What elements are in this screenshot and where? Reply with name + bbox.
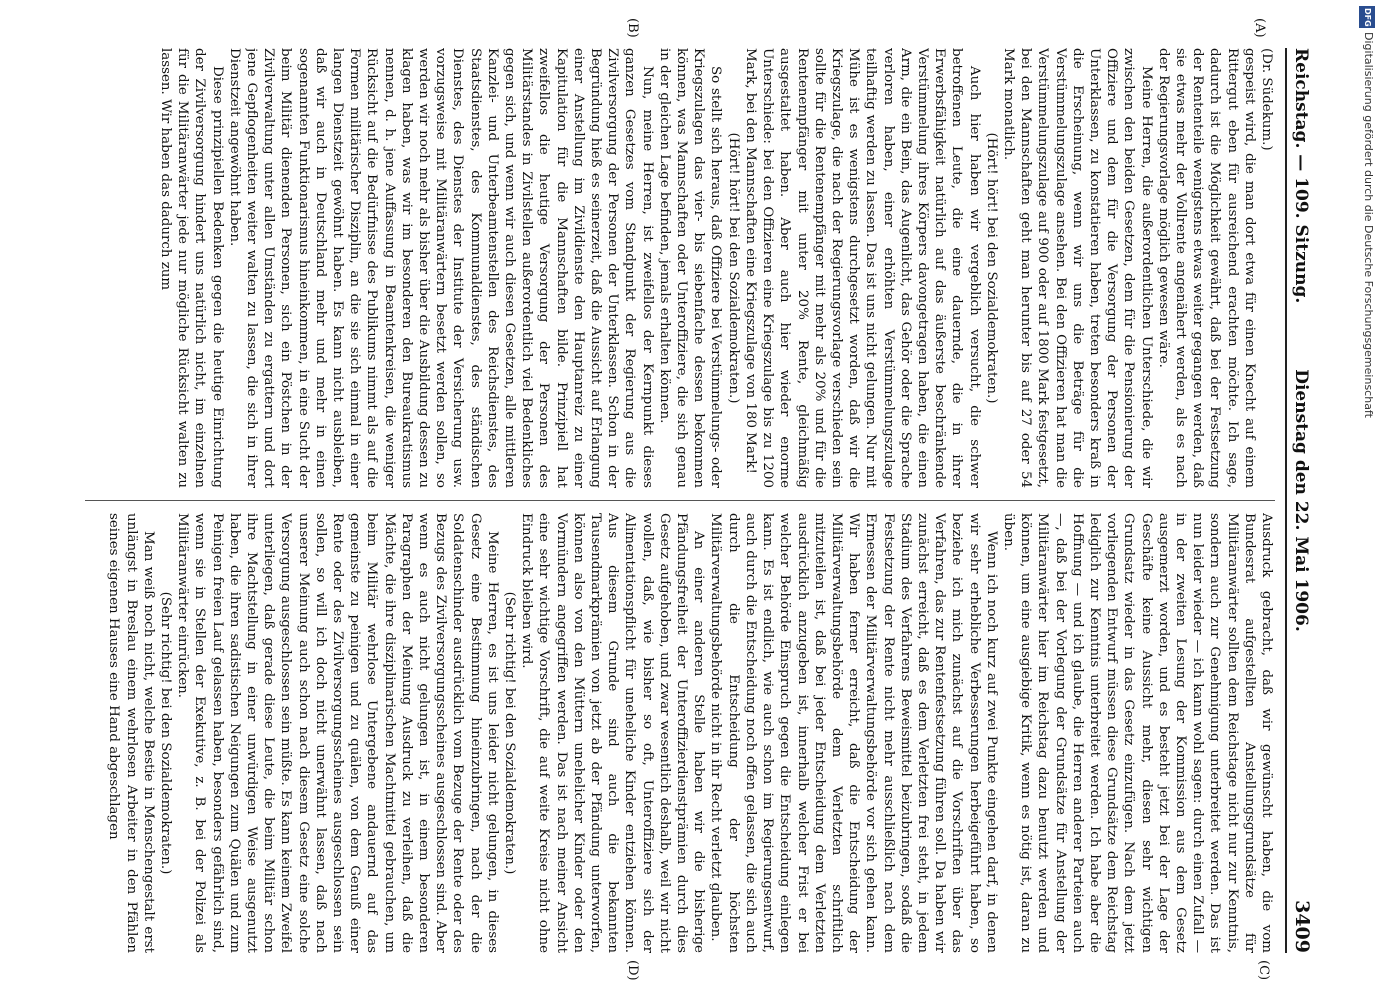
left-paragraph: Auch hier haben wir vergeblich versucht, die schwer betroffenen Leute, die eine dauernde, die in ihrer Erwerbsfähigkeit natürlich auf das äußerste beschränkende Verstümmelung ihres Körpers davongetragen haben, die einen Arm, die ein Bein, das Augenlicht, das Gehör oder die Sprache verloren haben, einer erhöhten Verstümmelungszulage teilhaftig werden zu lassen. Das ist uns nicht gelungen. Nur mit Mühe ist es wenigstens durchgesetzt worden, daß wir die Kriegszulage, die nach der Regierungsvorlage verschieden sein sollte für die Rentenempfänger mit mehr als 20% und für die Rentenempfänger mit unter 20% Rente, gleichmäßig ausgestaltet haben. Aber auch hier wieder enorme Unterschiede: bei den Offizieren eine Kriegszulage bis zu 1200 Mark, bei den Mannschaften eine Kriegszulage von 180 Mark!	[742, 48, 982, 488]
left-paragraph: gespeist wird, die man dort etwa für einen Knecht auf einem Rittergut eben für ausreichend erachten möchte. Ich sage, dadurch ist die Möglichkeit gewährt, daß bei der Festsetzung der Rententeile wenigstens etwas weiter gegangen werden, daß sie etwas mehr der Vollrente angenähert werden, als es nach der Regierungsvorlage möglich gewesen wäre.	[1155, 48, 1257, 488]
column-divider	[85, 500, 1275, 501]
right-paragraph: Man weiß noch nicht, welche Bestie in Menschengestalt erst unlängst in Breslau einem wehrlosen Arbeiter in den Pfählen seines eigenen Hauses eine Hand abgeschlagen	[106, 513, 156, 953]
right-column	[75, 513, 1275, 953]
page-header	[1285, 48, 1317, 953]
right-paragraph: Wenn ich noch kurz auf zwei Punkte eingehen darf, in denen wir sehr erhebliche Verbesserungen herbeigeführt haben, so beziehe ich mich zunächst auf die Vorschriften über das Verfahren, das zur Rentenfestsetzung führen soll. Da haben wir zunächst erreicht, daß es dem Verletzten frei steht, in jedem Stadium des Verfahrens Beweismittel beizubringen, sodaß die Festsetzung der Rente nicht mehr ausschließlich nach dem Ermessen der Militärverwaltungsbehörde vor sich gehen kann. Wir haben ferner erreicht, daß die Entscheidung der Militärverwaltungsbehörde dem Verletzten schriftlich mitzuteilen ist, daß bei jeder Entscheidung dem Verletzten ausdrücklich anzugeben ist, innerhalb welcher Frist er bei welcher Behörde Einspruch gegen die Entscheidung einlegen kann. Es ist endlich, wie auch schon im Regierungsentwurf, auch durch die Entscheidung noch offen gelassen, die sich auch durch die Entscheidung der höchsten Militärverwaltungsbehörde nicht in ihr Recht verletzt glauben.	[708, 513, 999, 953]
header-center: Dienstag den 22. Mai 1906.	[1291, 369, 1311, 632]
margin-letter-a: (A)	[1252, 18, 1267, 38]
left-paragraph: Diese prinzipiellen Bedenken gegen die heutige Einrichtung der Zivilversorgung hindert uns natürlich nicht, im einzelnen für die Militäranwärter jede nur mögliche Rücksicht walten zu lassen. Wir haben das dadurch zum	[158, 48, 225, 488]
page-number: 3409	[1291, 900, 1313, 953]
right-paragraph: An einer anderen Stelle haben wir die bisherige Pfändungsfreiheit der Unteroffizierdienstprämien durch dies Gesetz aufgehoben, und zwar wesentlich deshalb, weil wir nicht wollen, daß, wie bisher so oft, Unteroffiziere sich der Alimentationspflicht für uneheliche Kinder entziehen können. Aus diesem Grunde sind auch die bekannten Tausendmarkprämien von jetzt ab der Pfändung unterworfen, können also von den Müttern unehelicher Kinder oder den Vormündern angegriffen werden. Das ist nach meiner Ansicht eine sehr wichtige Vorschrift, die auf weite Kreise nicht ohne Eindruck bleiben wird.	[519, 513, 707, 953]
interjection: (Hört! hört! bei den Sozialdemokraten.)	[725, 132, 741, 404]
right-paragraph: Ausdruck gebracht, daß wir gewünscht haben, die vom Bundesrat aufgestellten Anstellungsgrundsätze für Militäranwärter sollten dem Reichstage nicht nur zur Kenntnis, sondern auch zur Genehmigung unterbreitet werden. Das ist nun leider wieder — ich kann wohl sagen: durch einen Zufall — in der zweiten Lesung der Kommission aus dem Gesetz ausgemerzt worden, und es besteht jetzt bei der Lage der Geschäfte keine Aussicht mehr, diesen sehr wichtigen Grundsatz wieder in das Gesetz einzufügen. Nach dem jetzt vorliegenden Entwurf müssen diese Grundsätze dem Reichstag lediglich zur Kenntnis unterbreitet werden. Ich habe aber die Hoffnung — und ich glaube, die Herren anderer Parteien auch —, daß bei der Vorlegung der Grundsätze für Anstellung der Militäranwärter hier im Reichstag dazu benutzt werden und können, um eine ausgiebige Kritik, wenn es nötig ist, daran zu üben.	[1000, 513, 1274, 953]
dfg-logo: DFG	[1359, 6, 1375, 28]
margin-letter-d: (D)	[625, 960, 640, 981]
interjection: (Hört! hört! bei den Sozialdemokraten.)	[983, 132, 999, 404]
rotated-page-content	[35, 0, 1335, 1000]
left-paragraph: Nun, meine Herren, ist zweifellos der Kernpunkt dieses ganzen Gesetzes vom Standpunkt der Regierung aus die Zivilversorgung der Personen der Unterklassen. Schon in der Begründung hieß es seinerzeit, daß die Aussicht auf Erlangung einer Anstellung im Zivildienste den Hauptanreiz zu einer Kapitulation für die Mannschaften bilde. Prinzipiell hat zweifellos die heutige Versorgung der Personen des Militärstandes in Zivilstellen außerordentlich viel Bedenkliches gegen sich, und wenn wir auch diesen Gesetzen, alle mittleren Kanzlei- und Unterbeamtenstellen des Reichsdienstes, des Staatsdienstes, des Kommunaldienstes, des ständischen Dienstes, des Dienstes der Institute der Versicherung usw. vorzugsweise mit Militäranwärtern besetzt werden sollen, so werden wir noch mehr als bisher über die Ausbildung dessen zu klagen haben, was wir im besonderen den Bureaukratismus nennen, d. h. jene Auffassung in Beamtenkreisen, die weniger Rücksicht auf die Bedürfnisse des Publikums nimmt als auf die Formen militärischer Disziplin, an die sie sich einmal in einer langen Dienstzeit gewöhnt haben. Es kann nicht ausbleiben, daß wir auch in Deutschland mehr und mehr in einen sogenannten Funktionarismus hineinkommen, in eine Sucht der beim Militär dienenden Personen, sich ein Pöstchen in der Zivilverwaltung unter allen Umständen zu ergattern und dort jene Gepflogenheiten weiter walten zu lassen, die sich in ihrer Dienstzeit angewöhnt haben.	[226, 48, 655, 488]
header-left: Reichstag. — 109. Sitzung.	[1291, 48, 1311, 304]
margin-letter-c: (C)	[1256, 960, 1271, 981]
interjection: (Sehr richtig! bei den Sozialdemokraten.)	[158, 591, 173, 875]
credit-text: Digitalisierung gefördert durch die Deutsche Forschungsgemeinschaft	[1362, 32, 1375, 418]
header-rule	[1285, 48, 1287, 953]
left-paragraph: Meine Herren, die außerordentlichen Unterschiede, die wir zwischen den beiden Gesetzen, dem für die Pensionierung der Offiziere und dem für die Versorgung der Personen der Unterklassen, zu konstatieren haben, treten besonders kraß in die Erscheinung, wenn wir uns die Beträge für die Verstümmelungszulage ansehen. Bei den Offizieren hat man die Verstümmelungszulage auf 900 oder auf 1800 Mark festgesetzt, bei den Mannschaften geht man herunter bis auf 27 oder 54 Mark monatlich.	[1000, 48, 1154, 488]
margin-letter-b: (B)	[625, 18, 640, 38]
digitization-credit	[1355, 6, 1377, 996]
left-paragraph: So stellt sich heraus, daß Offiziere bei Verstümmelungs- oder Kriegszulagen das vier- bis siebenfache dessen bekommen können, was Mannschaften oder Unteroffiziere, die sich genau in der gleichen Lage befinden, jemals erhalten können.	[656, 48, 724, 488]
right-paragraph: Meine Herren, es ist uns leider nicht gelungen, in dieses Gesetz eine Bestimmung hineinzubringen, nach der die Soldatenschinder ausdrücklich vom Bezuge der Rente oder des Bezugs des Zivilversorgungsscheines ausgeschlossen sind. Aber wenn es auch nicht gelungen ist, in einem besonderen Paragraphen der Meinung Ausdruck zu verleihen, daß die Mächte, die ihre disziplinarischen Machtmittel gebrauchen, um beim Militär wehrlose Untergebene andauernd auf das gemeinste zu peinigen und zu quälen, von dem Genuß einer Rente oder des Zivilversorgungsscheines ausgeschlossen sein sollen, so will ich doch nicht unerwähnt lassen, daß nach unserer Meinung auch schon nach diesem Gesetz eine solche Versorgung ausgeschlossen sein müßte. Es kann keinem Zweifel unterliegen, daß gerade diese Leute, die beim Militär schon ihre Machtstellung in einer unwürdigen Weise ausgenutzt haben, die ihren sadistischen Neigungen zum Quälen und zum Peinigen freien Lauf gelassen haben, besonders gefährlich sind, wenn sie in Stellen der Exekutive, z. B. bei der Polizei als Militäranwärter einrücken.	[175, 513, 500, 953]
speaker-note: (Dr. Südekum.)	[1259, 48, 1274, 151]
interjection: (Sehr richtig! bei den Sozialdemokraten.)	[502, 591, 518, 875]
left-column	[75, 48, 1275, 488]
